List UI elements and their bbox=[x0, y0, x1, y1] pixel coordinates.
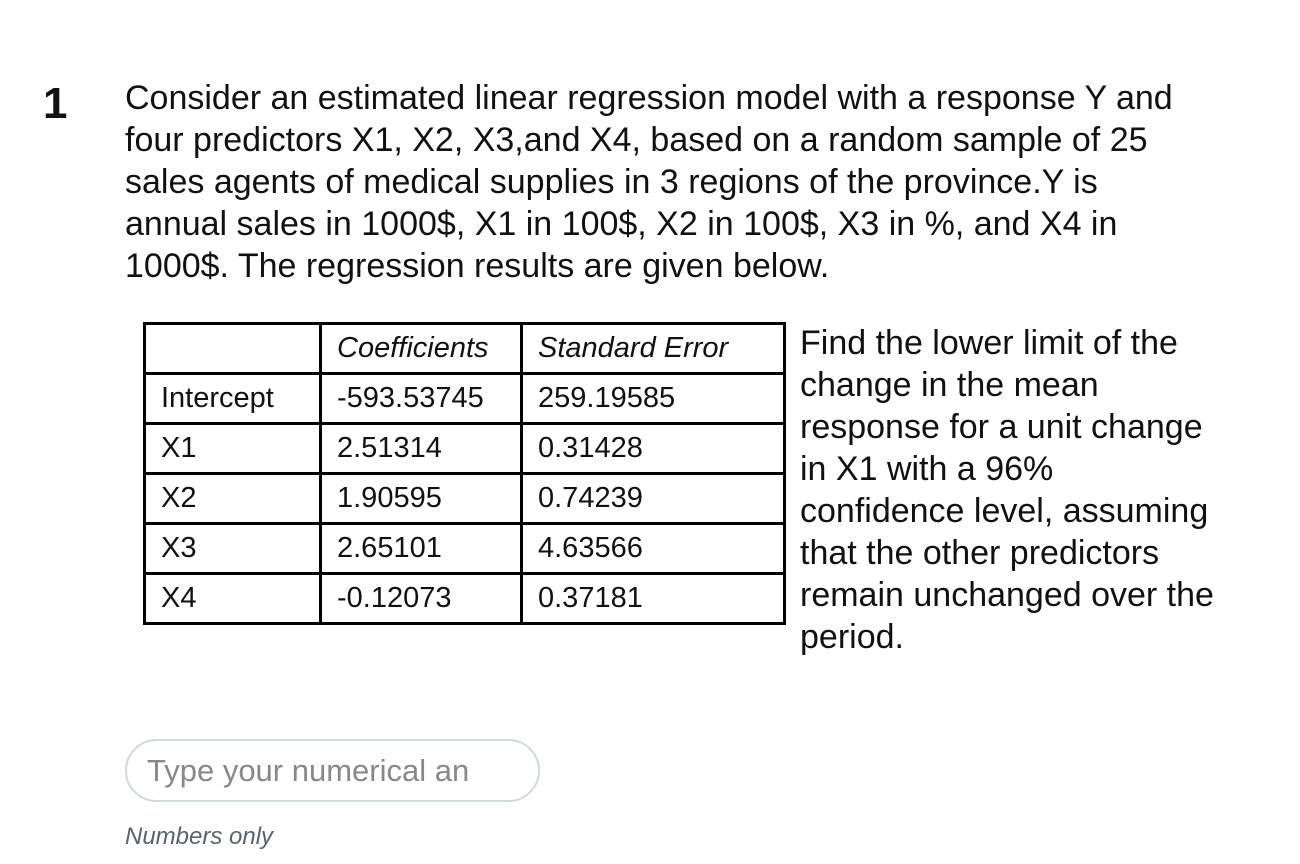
table-header-cell: Coefficients bbox=[321, 324, 522, 374]
prompt-line: change in the mean bbox=[800, 366, 1099, 404]
question-text bbox=[125, 77, 1275, 287]
table-row bbox=[145, 524, 785, 574]
table-cell: 0.31428 bbox=[522, 424, 785, 474]
table-row bbox=[145, 374, 785, 424]
prompt-line: in X1 with a 96% bbox=[800, 450, 1054, 488]
table-cell: 1.90595 bbox=[321, 474, 522, 524]
question-number: 1 bbox=[43, 79, 68, 128]
table-cell: 0.74239 bbox=[522, 474, 785, 524]
question-text-line: sales agents of medical supplies in 3 regions of the province.Y is bbox=[125, 163, 1098, 201]
table-row bbox=[145, 424, 785, 474]
table-header-cell: Standard Error bbox=[522, 324, 785, 374]
prompt-line: period. bbox=[800, 618, 904, 656]
table-row bbox=[145, 574, 785, 624]
regression-results-table bbox=[143, 322, 786, 625]
question-text-line: annual sales in 1000$, X1 in 100$, X2 in 100$, X3 in %, and X4 in bbox=[125, 205, 1118, 243]
table-cell: X3 bbox=[145, 524, 321, 574]
numerical-answer-input[interactable] bbox=[125, 739, 540, 802]
question-text-line: Consider an estimated linear regression model with a response Y and bbox=[125, 79, 1173, 117]
table-cell: Intercept bbox=[145, 374, 321, 424]
question-text-line: four predictors X1, X2, X3,and X4, based on a random sample of 25 bbox=[125, 121, 1148, 159]
prompt-line: remain unchanged over the bbox=[800, 576, 1214, 614]
prompt-line: response for a unit change bbox=[800, 408, 1203, 446]
table-header-row bbox=[145, 324, 785, 374]
table-cell: 2.51314 bbox=[321, 424, 522, 474]
table-cell: 2.65101 bbox=[321, 524, 522, 574]
prompt-line: Find the lower limit of the bbox=[800, 324, 1178, 362]
table-cell: -593.53745 bbox=[321, 374, 522, 424]
question-prompt bbox=[800, 322, 1270, 658]
table-cell: 4.63566 bbox=[522, 524, 785, 574]
table-row bbox=[145, 474, 785, 524]
table-cell: X1 bbox=[145, 424, 321, 474]
table-cell: 259.19585 bbox=[522, 374, 785, 424]
table-cell: X4 bbox=[145, 574, 321, 624]
table-header-cell bbox=[145, 324, 321, 374]
prompt-line: that the other predictors bbox=[800, 534, 1160, 572]
prompt-line: confidence level, assuming bbox=[800, 492, 1209, 530]
question-text-line: 1000$. The regression results are given below. bbox=[125, 247, 830, 285]
table-cell: -0.12073 bbox=[321, 574, 522, 624]
numbers-only-hint: Numbers only bbox=[125, 823, 274, 850]
table-cell: 0.37181 bbox=[522, 574, 785, 624]
table-cell: X2 bbox=[145, 474, 321, 524]
